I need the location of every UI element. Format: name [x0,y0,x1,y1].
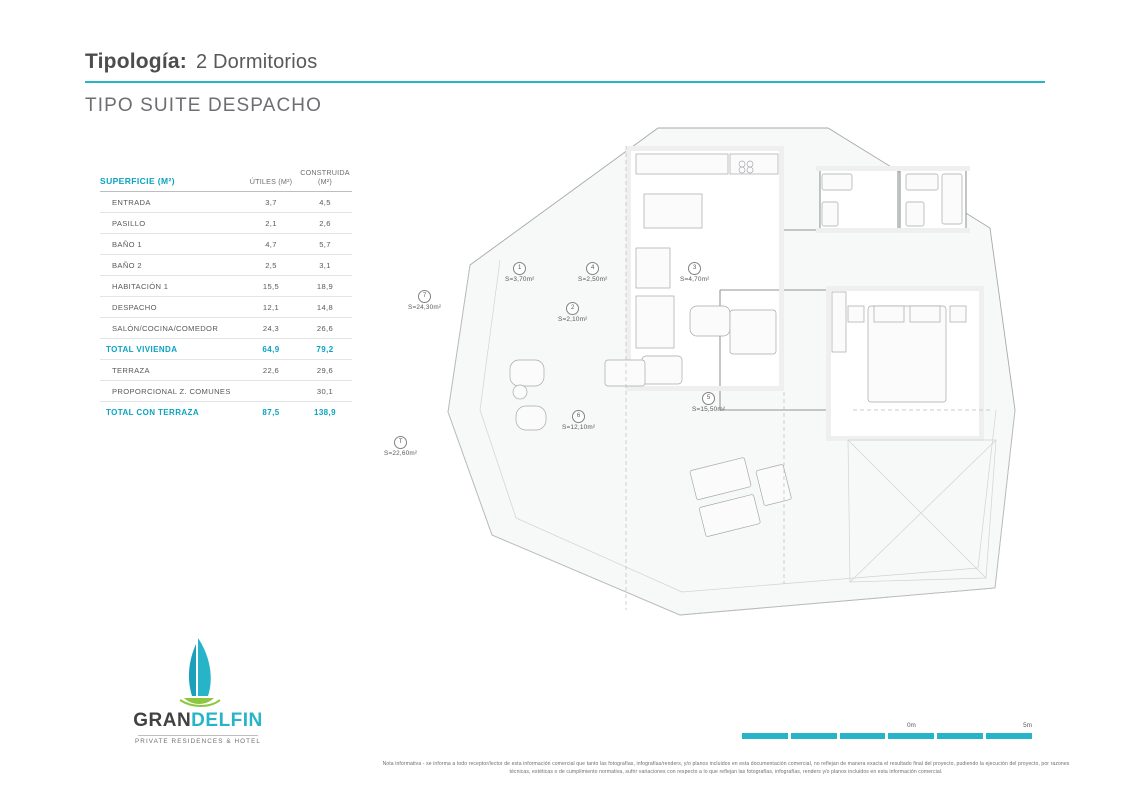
room-tag-number: 4 [586,262,599,275]
room-tag-number: 1 [513,262,526,275]
row-construida: 18,9 [298,276,352,297]
brand-logo [88,636,308,745]
table-row-total-terraza [100,402,352,423]
sail-icon-svg [88,636,308,710]
title-label: Tipología: [85,50,187,73]
title-value: 2 Dormitorios [195,51,318,73]
scale-labels [742,722,1032,733]
row-utiles: 64,9 [244,339,298,360]
room-tag-number: T [394,436,407,449]
row-utiles: 2,5 [244,255,298,276]
scale-bar [742,722,1032,739]
room-tag-number: 3 [688,262,701,275]
room-tag-number: 2 [566,302,579,315]
row-label: ENTRADA [100,192,244,213]
row-construida: 29,6 [298,360,352,381]
table-row [100,381,352,402]
row-utiles: 3,7 [244,192,298,213]
row-construida: 5,7 [298,234,352,255]
row-utiles: 15,5 [244,276,298,297]
row-utiles: 87,5 [244,402,298,423]
room-tag-area: S=22,60m² [384,450,418,457]
room-tag-area: S=4,70m² [680,276,710,283]
table-row-total-vivienda [100,339,352,360]
row-label: BAÑO 2 [100,255,244,276]
row-label: PROPORCIONAL Z. COMUNES [100,381,244,402]
scale-segments [742,733,1032,739]
row-utiles: 24,3 [244,318,298,339]
floor-plan-drawing [430,110,1070,630]
logo-name-bold: GRAN [133,710,192,731]
page-subtitle: TIPO SUITE DESPACHO [85,95,322,116]
room-tag-number: 5 [702,392,715,405]
table-title: SUPERFICIE (M²) [100,176,175,186]
table-row [100,360,352,381]
surface-table-wrapper [100,168,352,422]
room-tag-area: S=15,50m² [692,406,726,413]
surface-table [100,168,352,422]
row-label: BAÑO 1 [100,234,244,255]
room-tag-5 [692,392,725,413]
room-tag-4 [578,262,607,283]
logo-wordmark [88,710,308,732]
header-divider [85,81,1045,83]
row-label: TOTAL CON TERRAZA [100,402,244,423]
row-utiles: 2,1 [244,213,298,234]
row-label: HABITACIÓN 1 [100,276,244,297]
room-tag-area: S=2,10m² [558,316,588,323]
table-row [100,297,352,318]
room-tag-1 [505,262,534,283]
row-construida: 3,1 [298,255,352,276]
row-utiles [244,381,298,402]
logo-divider [138,735,258,736]
row-construida: 4,5 [298,192,352,213]
row-label: TERRAZA [100,360,244,381]
room-tag-terraza [384,436,417,457]
room-tag-number: 6 [572,410,585,423]
table-row [100,213,352,234]
sail-icon [88,636,308,710]
scale-segment [742,733,788,739]
room-tag-2 [558,302,587,323]
logo-tagline: PRIVATE RESIDENCES & HOTEL [135,738,261,745]
page-title [85,50,1045,74]
room-tag-area: S=12,10m² [562,424,596,431]
row-label: PASILLO [100,213,244,234]
scale-segment [888,733,934,739]
scale-segment [986,733,1032,739]
row-label: SALÓN/COCINA/COMEDOR [100,318,244,339]
scale-start-label: 0m [907,722,916,729]
row-construida: 26,6 [298,318,352,339]
scale-segment [937,733,983,739]
table-row [100,318,352,339]
table-header [100,168,352,192]
row-construida: 79,2 [298,339,352,360]
room-tag-6 [562,410,595,431]
table-row [100,255,352,276]
row-construida: 138,9 [298,402,352,423]
room-tag-number: 7 [418,290,431,303]
row-utiles: 22,6 [244,360,298,381]
row-label: DESPACHO [100,297,244,318]
sheet-header [85,50,1045,117]
column-header-utiles: ÚTILES (M²) [249,177,293,186]
scale-segment [791,733,837,739]
room-tag-area: S=2,50m² [578,276,608,283]
row-construida: 14,8 [298,297,352,318]
table-row [100,234,352,255]
column-header-construida: CONSTRUIDA (M²) [300,168,350,186]
room-tag-area: S=3,70m² [505,276,535,283]
room-tag-7 [408,290,441,311]
room-tag-area: S=24,30m² [408,304,442,311]
row-utiles: 12,1 [244,297,298,318]
scale-end-label: 5m [1023,722,1032,729]
logo-name-light: DELFIN [191,710,263,731]
room-tag-3 [680,262,709,283]
row-construida: 2,6 [298,213,352,234]
legal-note: Nota informativa - se informa a todo receptor/lector de esta información comercial que tanto las fotografías, infografías/renders, y/o planos incluidos en esta documentación comercial, no reflejan de manera exacta el resultado final del proyecto, pudiendo la ejecución del proyecto, por razones técnicas, estéticas o de cumplimiento normativa, sufrir variaciones con respecto a lo que reflejan las fotografías, infografías, renders y/o planos incluidos en esta información comercial. [382,761,1070,776]
table-body [100,192,352,423]
floor-plan [384,110,1070,630]
row-construida: 30,1 [298,381,352,402]
table-row [100,192,352,213]
row-utiles: 4,7 [244,234,298,255]
table-row [100,276,352,297]
scale-segment [840,733,886,739]
row-label: TOTAL VIVIENDA [100,339,244,360]
